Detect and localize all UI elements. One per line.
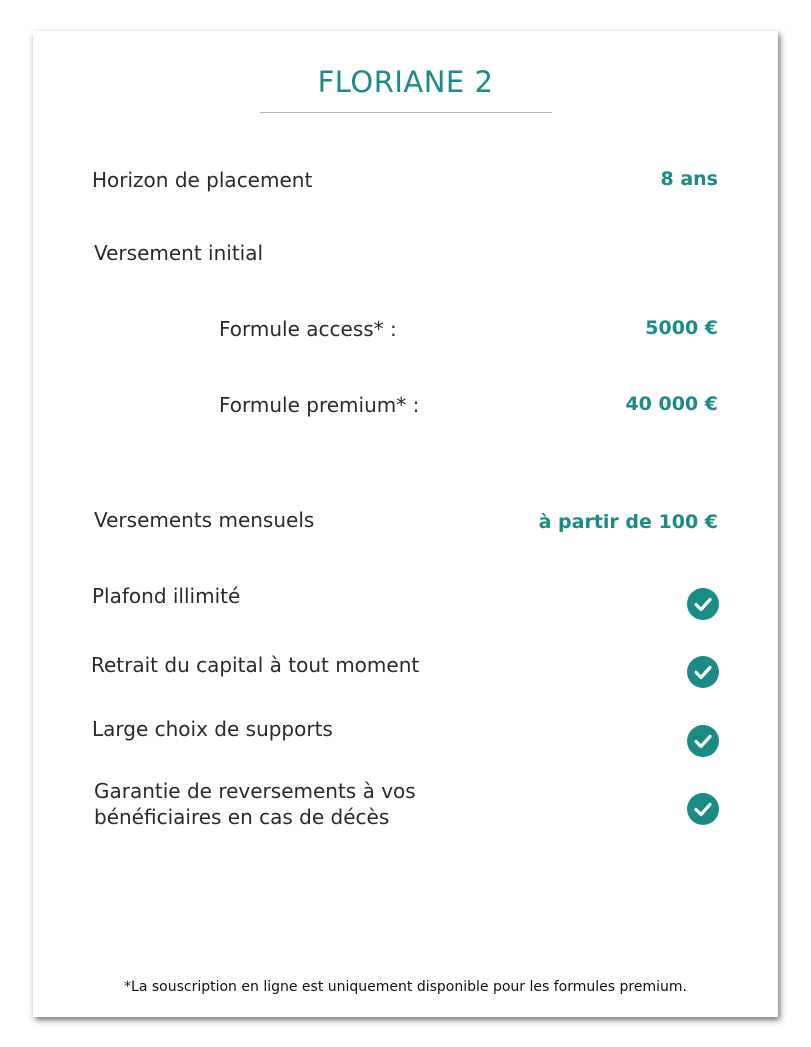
check-circle-icon bbox=[687, 656, 719, 688]
horizon-label: Horizon de placement bbox=[92, 168, 313, 192]
footnote: *La souscription en ligne est uniquement disponible pour les formules premium. bbox=[124, 979, 687, 995]
premium-label: Formule premium* : bbox=[219, 393, 420, 417]
check-circle-icon bbox=[687, 588, 719, 620]
feature-label: Plafond illimité bbox=[92, 584, 241, 608]
horizon-value: 8 ans bbox=[660, 168, 718, 190]
check-circle-icon bbox=[687, 793, 719, 825]
feature-label: Large choix de supports bbox=[92, 717, 333, 741]
access-value: 5000 € bbox=[645, 317, 718, 339]
monthly-label: Versements mensuels bbox=[94, 508, 315, 532]
feature-label-line2: bénéficiaires en cas de décès bbox=[94, 805, 390, 829]
feature-label-line1: Garantie de reversements à vos bbox=[94, 779, 416, 803]
initial-payment-label: Versement initial bbox=[94, 241, 264, 265]
access-label: Formule access* : bbox=[219, 317, 397, 341]
feature-label: Retrait du capital à tout moment bbox=[91, 653, 420, 677]
check-circle-icon bbox=[687, 725, 719, 757]
title-divider bbox=[260, 112, 552, 113]
product-card bbox=[33, 31, 778, 1017]
monthly-value: à partir de 100 € bbox=[538, 511, 718, 533]
page-title: FLORIANE 2 bbox=[317, 65, 494, 99]
premium-value: 40 000 € bbox=[625, 393, 718, 415]
